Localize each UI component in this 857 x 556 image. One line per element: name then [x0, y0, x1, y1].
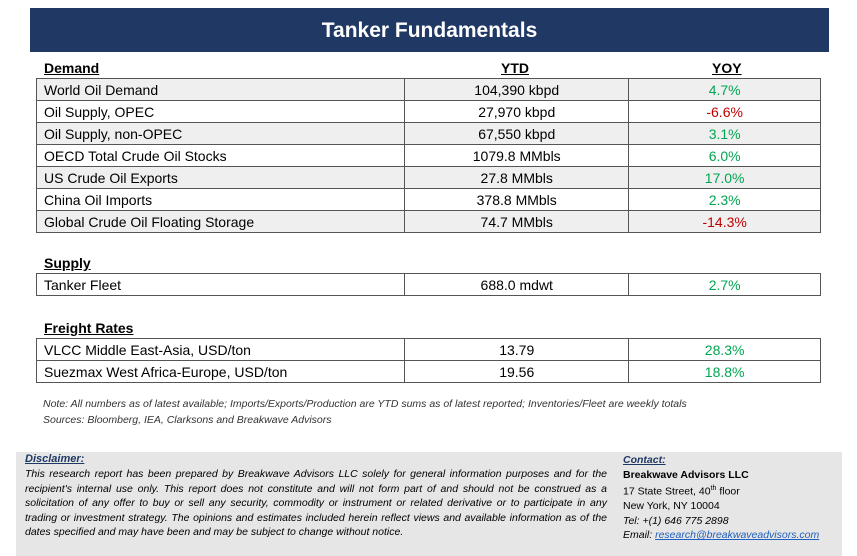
yoy-column-header: YOY: [712, 60, 742, 76]
ytd-value: 1079.8 MMbls: [405, 145, 629, 167]
contact-block: [623, 453, 819, 543]
freight-rates-header: Freight Rates: [44, 320, 134, 336]
contact-street: 17 State Street, 40th floor: [623, 485, 740, 498]
yoy-value: 4.7%: [629, 79, 821, 101]
disclaimer-text: This research report has been prepared by Breakwave Advisors LLC solely for general information purposes and for the recipient's internal use only. This report does not constitute and will not form part of and should not be construed as a solicitation of any offer to buy or sell any security, commodity or instrument or related derivative or to participate in any trading or investment strategy. The opinions and estimates included herein reflect views and available information as of the dates specified and may have been and may be subject to change without notice.: [25, 468, 607, 539]
table-row: [37, 145, 821, 167]
table-row: [37, 79, 821, 101]
yoy-value: 18.8%: [629, 361, 821, 383]
yoy-value: 17.0%: [629, 167, 821, 189]
row-label: VLCC Middle East-Asia, USD/ton: [37, 339, 405, 361]
ytd-value: 688.0 mdwt: [405, 274, 629, 296]
table-row: [37, 167, 821, 189]
table-row: [37, 339, 821, 361]
contact-city: New York, NY 10004: [623, 500, 720, 513]
table-row: [37, 211, 821, 233]
yoy-value: 2.7%: [629, 274, 821, 296]
supply-header: Supply: [44, 255, 91, 271]
ytd-value: 27,970 kbpd: [405, 101, 629, 123]
row-label: Global Crude Oil Floating Storage: [37, 211, 405, 233]
contact-phone: Tel: +(1) 646 775 2898: [623, 514, 729, 527]
supply-table: [36, 273, 821, 296]
row-label: World Oil Demand: [37, 79, 405, 101]
demand-table: [36, 78, 821, 233]
yoy-value: 6.0%: [629, 145, 821, 167]
ytd-value: 104,390 kbpd: [405, 79, 629, 101]
row-label: Suezmax West Africa-Europe, USD/ton: [37, 361, 405, 383]
row-label: China Oil Imports: [37, 189, 405, 211]
contact-title: Contact:: [623, 454, 666, 466]
disclaimer-box: [16, 452, 842, 556]
row-label: Oil Supply, OPEC: [37, 101, 405, 123]
contact-company: Breakwave Advisors LLC: [623, 468, 749, 481]
yoy-value: -6.6%: [629, 101, 821, 123]
freight-rates-table: [36, 338, 821, 383]
ytd-value: 19.56: [405, 361, 629, 383]
ytd-value: 67,550 kbpd: [405, 123, 629, 145]
yoy-value: 3.1%: [629, 123, 821, 145]
table-row: [37, 123, 821, 145]
row-label: Tanker Fleet: [37, 274, 405, 296]
yoy-value: 2.3%: [629, 189, 821, 211]
sources-text: Sources: Bloomberg, IEA, Clarksons and Breakwave Advisors: [43, 414, 332, 426]
row-label: Oil Supply, non-OPEC: [37, 123, 405, 145]
yoy-value: 28.3%: [629, 339, 821, 361]
yoy-value: -14.3%: [629, 211, 821, 233]
note-text: Note: All numbers as of latest available; Imports/Exports/Production are YTD sums as of latest reported; Inventories/Fleet are weekly totals: [43, 398, 687, 410]
table-row: [37, 189, 821, 211]
ytd-value: 74.7 MMbls: [405, 211, 629, 233]
contact-email: Email: research@breakwaveadvisors.com: [623, 529, 820, 542]
table-row: [37, 361, 821, 383]
email-link[interactable]: research@breakwaveadvisors.com: [655, 529, 820, 542]
row-label: OECD Total Crude Oil Stocks: [37, 145, 405, 167]
disclaimer-title: Disclaimer:: [25, 453, 85, 465]
ytd-value: 27.8 MMbls: [405, 167, 629, 189]
ytd-value: 378.8 MMbls: [405, 189, 629, 211]
demand-header: Demand: [44, 60, 100, 76]
ytd-column-header: YTD: [501, 60, 529, 76]
page-title: Tanker Fundamentals: [30, 8, 829, 52]
row-label: US Crude Oil Exports: [37, 167, 405, 189]
table-row: [37, 101, 821, 123]
table-row: [37, 274, 821, 296]
ytd-value: 13.79: [405, 339, 629, 361]
